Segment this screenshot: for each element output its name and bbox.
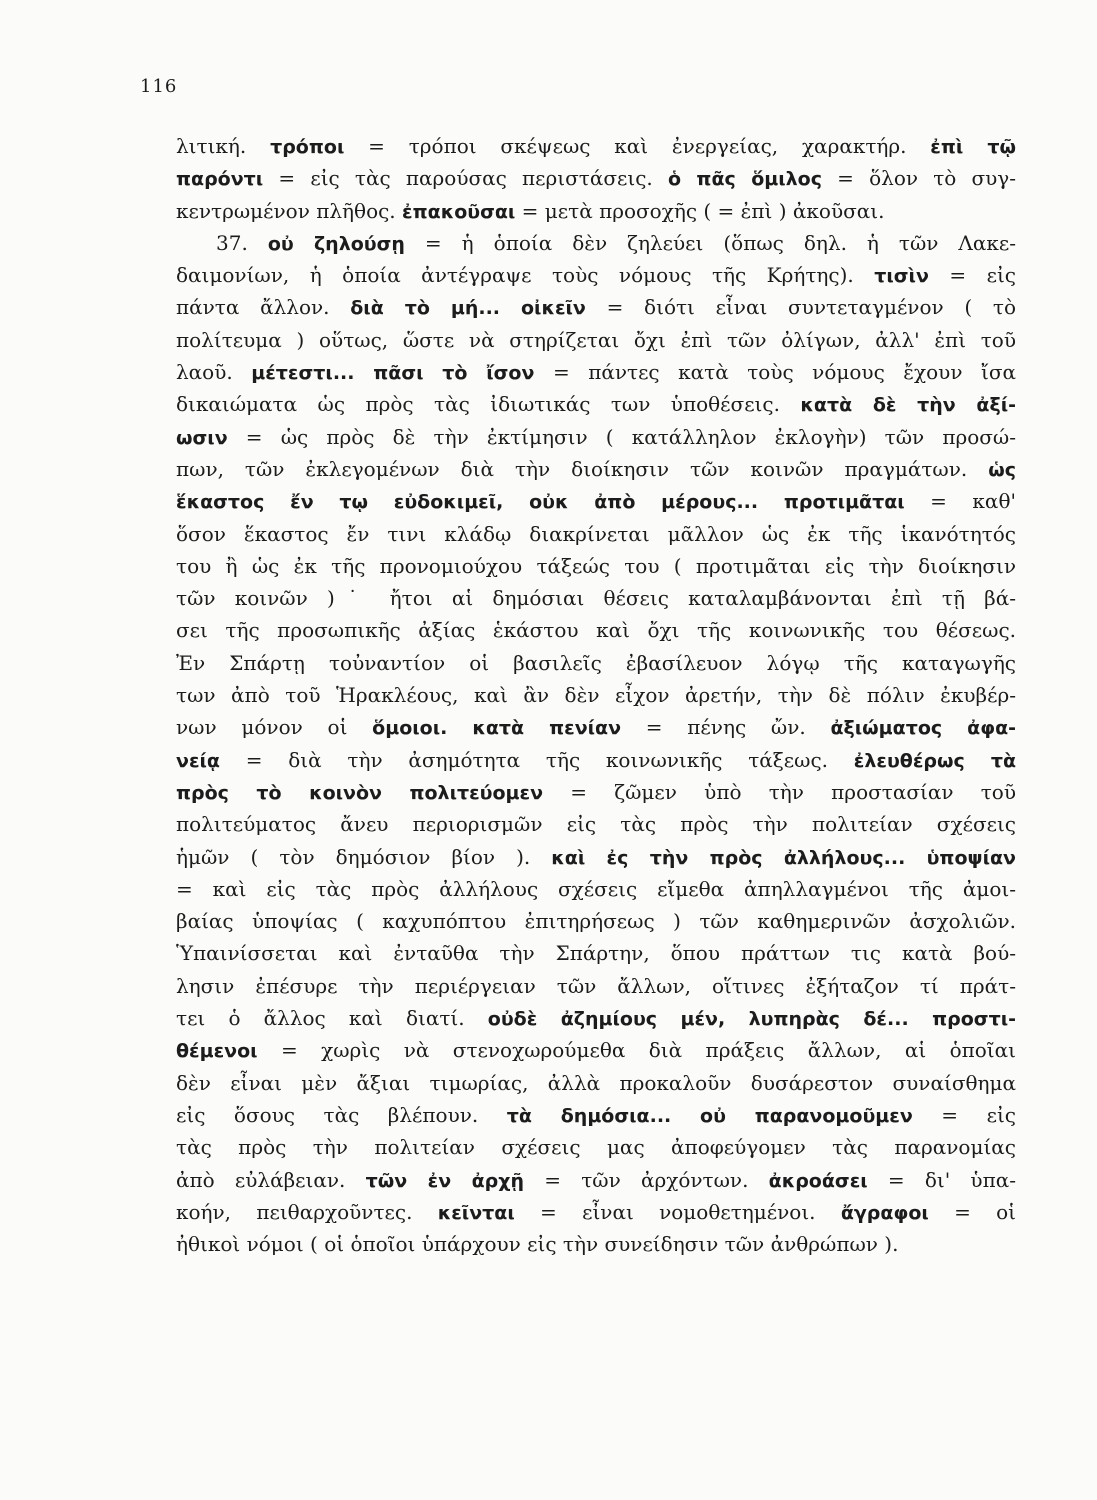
bold-lemma: οὐδὲ ἀζημίους μέν, λυπηρὰς δέ... προστι- <box>487 1008 1016 1031</box>
bold-lemma: νείᾳ <box>176 749 220 772</box>
gloss-text: = εἰς <box>928 263 1016 288</box>
gloss-text: = διὰ τὴν ἀσημότητα τῆς κοινωνικῆς τάξεως. <box>219 747 854 772</box>
gloss-text: λιτική. <box>176 134 271 158</box>
bold-lemma: παρόντι <box>176 168 264 191</box>
gloss-text: των ἀπὸ τοῦ Ἡρακλέους, καὶ ἂν δὲν εἶχον ἀρετήν, τὴν δὲ πόλιν ἐκυβέρ- <box>176 683 1016 708</box>
text-line <box>176 421 1016 453</box>
bold-lemma: ἀκροάσει <box>768 1169 868 1192</box>
text-line <box>176 841 1016 873</box>
text-line <box>176 614 1016 646</box>
bold-lemma: οὐ ζηλούσῃ <box>267 232 405 255</box>
text-line <box>176 388 1016 420</box>
gloss-text: ἀπὸ εὐλάβειαν. <box>176 1167 366 1192</box>
text-line <box>176 808 1016 840</box>
bold-lemma: ωσιν <box>176 426 228 449</box>
text-line <box>176 905 1016 937</box>
gloss-text: κοήν, πειθαρχοῦντες. <box>176 1199 438 1224</box>
text-line <box>176 1067 1016 1099</box>
text-line <box>176 291 1016 323</box>
text-line <box>176 1034 1016 1066</box>
gloss-text: Ὑπαινίσσεται καὶ ἐνταῦθα τὴν Σπάρτην, ὅπου πράττων τις κατὰ βού- <box>176 941 1016 966</box>
gloss-text: = ὅλον τὸ συγ- <box>821 166 1016 191</box>
gloss-text: ἡμῶν ( τὸν δημόσιον βίον ). <box>176 844 552 869</box>
gloss-text: δαιμονίων, ἡ ὁποία ἀντέγραψε τοὺς νόμους τῆς Κρήτης). <box>176 263 875 288</box>
bold-lemma: τισὶν <box>874 265 929 288</box>
text-line <box>176 356 1016 388</box>
text-line <box>176 195 1016 227</box>
text-line <box>176 873 1016 905</box>
gloss-text: = εἰς <box>912 1102 1016 1127</box>
bold-lemma: ἐπὶ τῷ <box>930 136 1017 158</box>
bold-lemma: κεῖνται <box>437 1201 515 1224</box>
gloss-text: = ὡς πρὸς δὲ τὴν ἐκτίμησιν ( κατάλληλον ἐκλογὴν) τῶν προσώ- <box>227 424 1016 449</box>
text-line <box>176 550 1016 582</box>
commentary-text <box>176 130 1016 1260</box>
bold-lemma: θέμενοι <box>176 1040 258 1063</box>
gloss-text: Ἐν Σπάρτῃ τοὐναντίον οἱ βασιλεῖς ἐβασίλευον λόγῳ τῆς καταγωγῆς <box>176 650 1016 675</box>
text-line <box>176 744 1016 776</box>
bold-lemma: μέτεστι... πᾶσι τὸ ἴσον <box>251 362 535 385</box>
bold-lemma: ὅμοιοι. κατὰ πενίαν <box>372 717 622 740</box>
bold-lemma: ἀξιώματος ἀφα- <box>830 717 1017 740</box>
text-line <box>176 970 1016 1002</box>
text-line <box>176 1099 1016 1131</box>
text-line <box>176 453 1016 485</box>
gloss-text: πάντα ἄλλον. <box>176 295 351 320</box>
gloss-text: πων, τῶν ἐκλεγομένων διὰ τὴν διοίκησιν τῶν κοινῶν πραγμάτων. <box>176 456 989 481</box>
bold-lemma: τῶν ἐν ἀρχῇ <box>365 1169 525 1192</box>
bold-lemma: διὰ τὸ μή... οἰκεῖν <box>350 297 586 320</box>
text-line <box>176 582 1016 614</box>
gloss-text: τῶν κοινῶν )˙ ἤτοι αἱ δημόσιαι θέσεις καταλαμβάνονται ἐπὶ τῇ βά- <box>176 586 1016 611</box>
bold-lemma: ὡς <box>988 458 1016 481</box>
gloss-text: βαίας ὑποψίας ( καχυπόπτου ἐπιτηρήσεως ) τῶν καθημερινῶν ἀσχολιῶν. <box>176 909 1016 934</box>
text-line <box>176 518 1016 550</box>
gloss-text: = εἶναι νομοθετημένοι. <box>514 1199 841 1224</box>
bold-lemma: πρὸς τὸ κοινὸν πολιτεύομεν <box>176 781 544 804</box>
gloss-text: δικαιώματα ὡς πρὸς τὰς ἰδιωτικάς των ὑποθέσεις. <box>176 392 801 417</box>
text-line <box>176 259 1016 291</box>
gloss-text: λαοῦ. <box>176 360 252 385</box>
text-line <box>176 711 1016 743</box>
gloss-text: 37. <box>216 230 268 255</box>
bold-lemma: ἐπακοῦσαι <box>402 200 516 223</box>
gloss-text: = πάντες κατὰ τοὺς νόμους ἔχουν ἴσα <box>534 360 1016 385</box>
gloss-text: ὅσον ἕκαστος ἔν τινι κλάδῳ διακρίνεται μᾶλλον ὡς ἐκ τῆς ἱκανότητός <box>176 521 1016 546</box>
gloss-text: λησιν ἐπέσυρε τὴν περιέργειαν τῶν ἄλλων, οἵτινες ἐξήταζον τί πράτ- <box>176 973 1016 998</box>
bold-lemma: ἐλευθέρως τὰ <box>853 749 1017 772</box>
bold-lemma: καὶ ἐς τὴν πρὸς ἀλλήλους... ὑποψίαν <box>551 846 1016 869</box>
gloss-text: νων μόνον οἱ <box>176 715 373 740</box>
gloss-text: = τρόποι σκέψεως καὶ ἐνεργείας, χαρακτήρ. <box>344 134 931 158</box>
text-line <box>176 130 1016 162</box>
gloss-text: = μετὰ προσοχῆς ( = ἐπὶ ) ἀκοῦσαι. <box>515 198 885 223</box>
gloss-text: τὰς πρὸς τὴν πολιτείαν σχέσεις μας ἀποφεύγομεν τὰς παρανομίας <box>176 1135 1016 1160</box>
text-line <box>176 679 1016 711</box>
gloss-text: πολιτεύματος ἄνευ περιορισμῶν εἰς τὰς πρὸς τὴν πολιτείαν σχέσεις <box>176 812 1016 837</box>
text-line <box>176 776 1016 808</box>
bold-lemma: ἄγραφοι <box>840 1201 929 1224</box>
gloss-text: σει τῆς προσωπικῆς ἀξίας ἑκάστου καὶ ὄχι τῆς κοινωνικῆς του θέσεως. <box>176 618 1016 643</box>
text-line <box>176 1228 1016 1260</box>
text-line <box>176 1002 1016 1034</box>
bold-lemma: τὰ δημόσια... οὐ παρανομοῦμεν <box>506 1104 913 1127</box>
gloss-text: εἰς ὅσους τὰς βλέπουν. <box>176 1102 507 1127</box>
gloss-text: = οἱ <box>928 1199 1016 1224</box>
gloss-text: = εἰς τὰς παρούσας περιστάσεις. <box>263 166 668 191</box>
text-line <box>176 1131 1016 1163</box>
gloss-text: = καὶ εἰς τὰς πρὸς ἀλλήλους σχέσεις εἴμεθα ἀπηλλαγμένοι τῆς ἀμοι- <box>176 876 1016 901</box>
text-line <box>176 324 1016 356</box>
gloss-text: = ἡ ὁποία δὲν ζηλεύει (ὅπως δηλ. ἡ τῶν Λακε- <box>404 230 1016 255</box>
bold-lemma: ὁ πᾶς ὅμιλος <box>667 168 822 191</box>
gloss-text: = δι' ὑπα- <box>867 1167 1017 1192</box>
gloss-text: = τῶν ἀρχόντων. <box>524 1167 769 1192</box>
gloss-text: = ζῶμεν ὑπὸ τὴν προστασίαν τοῦ <box>543 779 1016 804</box>
bold-lemma: ἕκαστος ἔν τῳ εὐδοκιμεῖ, οὐκ ἀπὸ μέρους... προτιμᾶται <box>176 491 905 514</box>
gloss-text: ἠθικοὶ νόμοι ( οἱ ὁποῖοι ὑπάρχουν εἰς τὴν συνείδησιν τῶν ἀνθρώπων ). <box>176 1232 899 1257</box>
gloss-text: = καθ' <box>904 489 1016 514</box>
text-line <box>176 1164 1016 1196</box>
bold-lemma: τρόποι <box>270 136 345 158</box>
page-number: 116 <box>140 76 178 97</box>
text-line <box>176 1196 1016 1228</box>
gloss-text: = χωρὶς νὰ στενοχωρούμεθα διὰ πράξεις ἄλλων, αἱ ὁποῖαι <box>257 1038 1016 1063</box>
text-line <box>176 937 1016 969</box>
gloss-text: τει ὁ ἄλλος καὶ διατί. <box>176 1006 488 1031</box>
gloss-text: κεντρωμένον πλῆθος. <box>176 198 403 223</box>
gloss-text: = πένης ὤν. <box>621 715 831 740</box>
text-line <box>176 162 1016 194</box>
gloss-text: πολίτευμα ) οὕτως, ὥστε νὰ στηρίζεται ὄχι ἐπὶ τῶν ὀλίγων, ἀλλ' ἐπὶ τοῦ <box>176 327 1016 352</box>
text-line <box>176 227 1016 259</box>
gloss-text: = διότι εἶναι συντεταγμένον ( τὸ <box>585 295 1016 320</box>
gloss-text: του ἢ ὡς ἐκ τῆς προνομιούχου τάξεώς του ( προτιμᾶται εἰς τὴν διοίκησιν <box>176 553 1016 578</box>
text-line <box>176 647 1016 679</box>
text-line <box>176 485 1016 517</box>
gloss-text: δὲν εἶναι μὲν ἄξιαι τιμωρίας, ἀλλὰ προκαλοῦν δυσάρεστον συναίσθημα <box>176 1070 1016 1095</box>
bold-lemma: κατὰ δὲ τὴν ἀξί- <box>800 394 1016 417</box>
